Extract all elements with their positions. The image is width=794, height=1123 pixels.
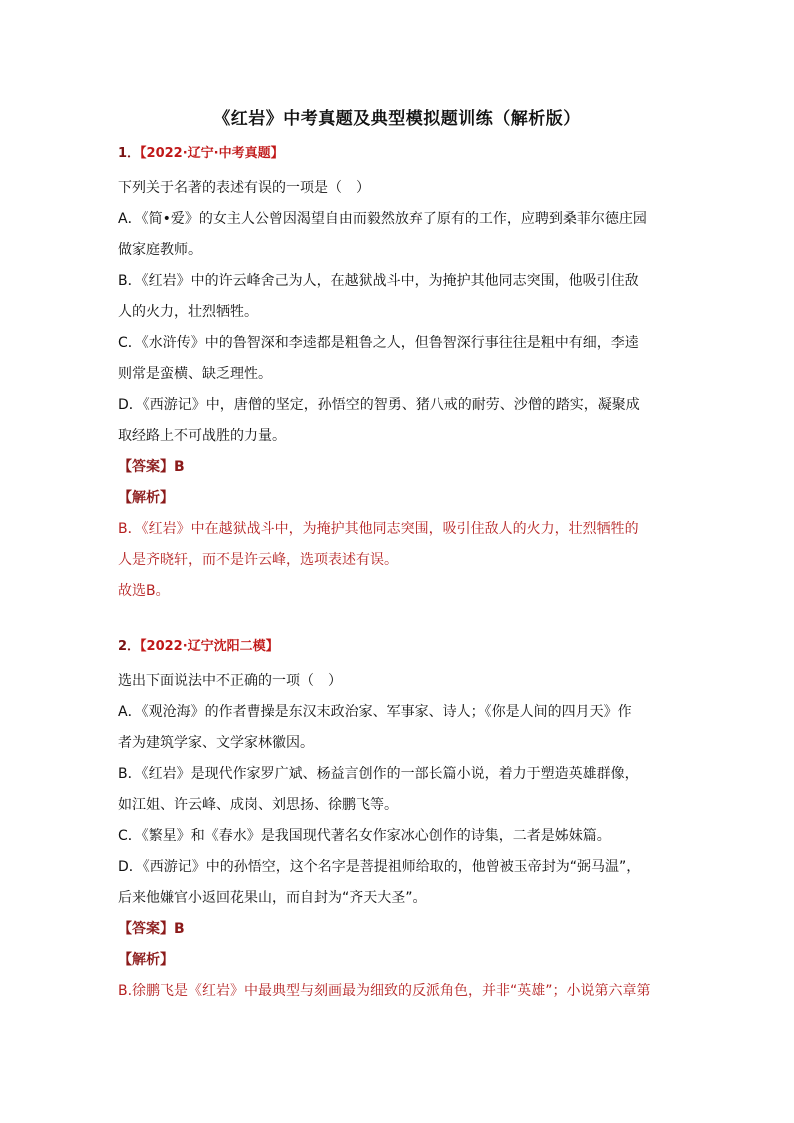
question-stem: 下列关于名著的表述有误的一项是（ ） bbox=[118, 180, 370, 196]
analysis-line1: B．《红岩》中在越狱战斗中，为掩护其他同志突围，吸引住敌人的火力，壮烈牺牲的 bbox=[118, 521, 639, 537]
option-d-line1: D．《西游记》中的孙悟空，这个名字是菩提祖师给取的，他曾被玉帝封为“弼马温”， bbox=[118, 859, 641, 875]
question-heading bbox=[118, 637, 678, 657]
question-number: 1． bbox=[118, 146, 141, 161]
option-c-line1: C．《水浒传》中的鲁智深和李逵都是粗鲁之人，但鲁智深行事往往是粗中有细，李逵 bbox=[118, 335, 639, 351]
question-separator bbox=[118, 607, 678, 637]
analysis-line2: 人是齐晓轩，而不是许云峰，选项表述有误。 bbox=[118, 552, 398, 568]
option-a-line2: 做家庭教师。 bbox=[118, 242, 202, 258]
document-body bbox=[118, 144, 678, 1007]
answer-label: 【答案】 bbox=[118, 921, 174, 937]
answer-value: B bbox=[174, 921, 185, 937]
analysis-line3: 故选B。 bbox=[118, 583, 170, 599]
option-b-line1: B．《红岩》中的许云峰舍己为人，在越狱战斗中，为掩护其他同志突围，他吸引住敌 bbox=[118, 273, 639, 289]
document-title: 《红岩》中考真题及典型模拟题训练（解析版） bbox=[213, 109, 581, 129]
option-a-line2: 者为建筑学家、文学家林徽因。 bbox=[118, 735, 314, 751]
answer-value: B bbox=[174, 459, 185, 475]
question-stem: 选出下面说法中不正确的一项（ ） bbox=[118, 673, 342, 689]
question-source: 【2022·辽宁·中考真题】 bbox=[140, 146, 284, 161]
option-b-line2: 如江姐、许云峰、成岗、刘思扬、徐鹏飞等。 bbox=[118, 797, 398, 813]
analysis-line1: B.徐鹏飞是《红岩》中最典型与刻画最为细致的反派角色，并非“英雄”；小说第六章第 bbox=[118, 983, 651, 999]
answer-line bbox=[118, 452, 678, 483]
question-source: 【2022·辽宁沈阳二模】 bbox=[140, 639, 279, 654]
question-heading bbox=[118, 144, 678, 164]
option-a-line1: A．《观沧海》的作者曹操是东汉末政治家、军事家、诗人；《你是人间的四月天》作 bbox=[118, 704, 632, 720]
option-b-line2: 人的火力，壮烈牺牲。 bbox=[118, 304, 258, 320]
option-d-line1: D．《西游记》中，唐僧的坚定，孙悟空的智勇、猪八戒的耐劳、沙僧的踏实，凝聚成 bbox=[118, 397, 640, 413]
answer-line bbox=[118, 914, 678, 945]
option-c-line1: C．《繁星》和《春水》是我国现代著名女作家冰心创作的诗集，二者是姊妹篇。 bbox=[118, 828, 611, 844]
analysis-label: 【解析】 bbox=[118, 952, 174, 968]
analysis-label: 【解析】 bbox=[118, 490, 174, 506]
option-b-line1: B．《红岩》是现代作家罗广斌、杨益言创作的一部长篇小说，着力于塑造英雄群像， bbox=[118, 766, 639, 782]
question-block bbox=[118, 144, 678, 607]
answer-label: 【答案】 bbox=[118, 459, 174, 475]
option-a-line1: A．《简•爱》的女主人公曾因渴望自由而毅然放弃了原有的工作，应聘到桑菲尔德庄园 bbox=[118, 211, 647, 227]
question-block bbox=[118, 637, 678, 1007]
question-number: 2． bbox=[118, 639, 141, 654]
option-d-line2: 后来他嫌官小返回花果山，而自封为“齐天大圣”。 bbox=[118, 890, 427, 906]
option-d-line2: 取经路上不可战胜的力量。 bbox=[118, 428, 286, 444]
option-c-line2: 则常是蛮横、缺乏理性。 bbox=[118, 366, 272, 382]
